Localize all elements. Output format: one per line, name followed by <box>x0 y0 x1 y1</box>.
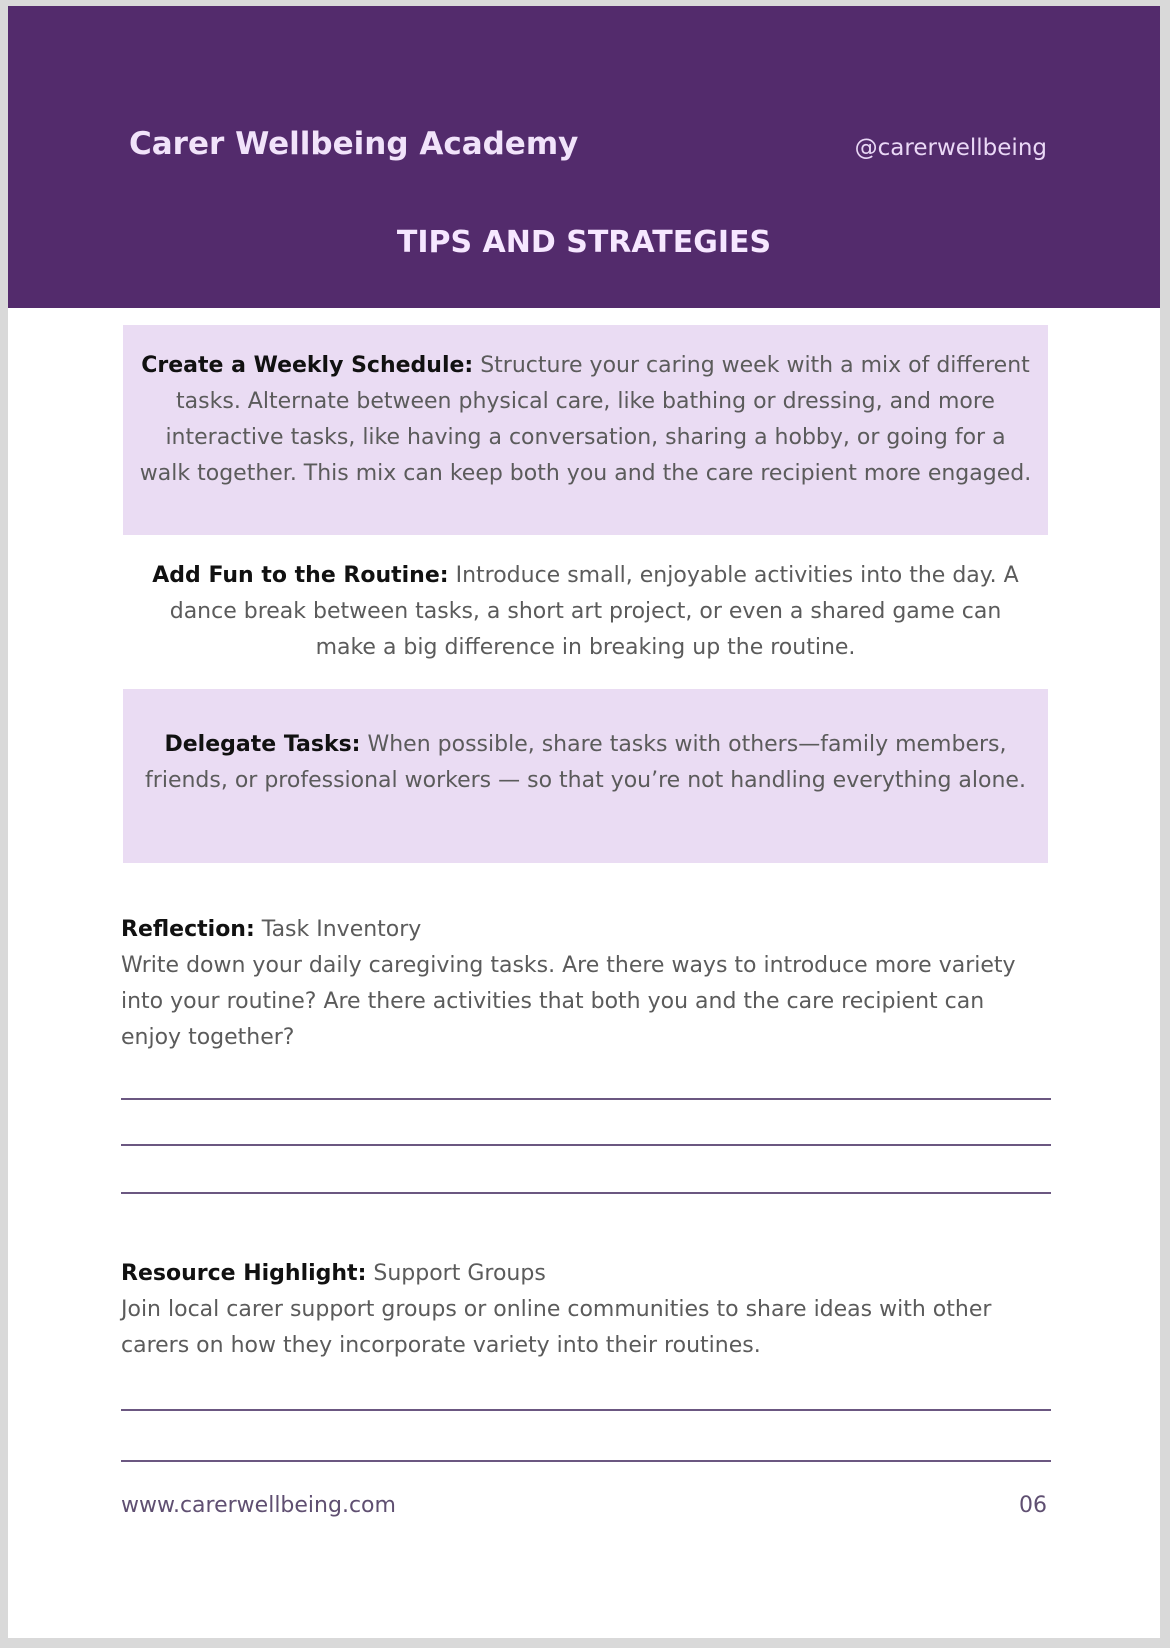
resource-lead: Resource Highlight: <box>121 1261 367 1286</box>
tip-lead: Add Fun to the Routine: <box>152 563 449 588</box>
reflection-section <box>121 912 1051 1056</box>
social-handle: @carerwellbeing <box>854 135 1047 161</box>
resource-topic: Support Groups <box>373 1261 546 1286</box>
tip-lead: Delegate Tasks: <box>164 732 361 757</box>
resource-heading <box>121 1256 1051 1292</box>
section-title: TIPS AND STRATEGIES <box>396 225 772 260</box>
tip-lead: Create a Weekly Schedule: <box>141 353 474 378</box>
writing-line[interactable] <box>121 1144 1051 1146</box>
writing-line[interactable] <box>121 1409 1051 1411</box>
reflection-heading <box>121 912 1051 948</box>
writing-line[interactable] <box>121 1098 1051 1100</box>
tip-delegate-tasks <box>123 689 1048 863</box>
tip-weekly-schedule <box>123 325 1048 535</box>
tip-text: Introduce small, enjoyable activities into the day. A dance break between tasks, a short art project, or even a shared game can make a big difference in breaking up the routine. <box>169 563 1019 660</box>
footer-url[interactable]: www.carerwellbeing.com <box>121 1493 396 1518</box>
reflection-text: Write down your daily caregiving tasks. Are there ways to introduce more variety into your routine? Are there activities that both you and the care recipient can enjoy together? <box>121 953 1016 1050</box>
tip-text: Structure your caring week with a mix of different tasks. Alternate between physical care, like bathing or dressing, and more interactive tasks, like having a conversation, sharing a hobby, or going for a walk together. This mix can keep both you and the care recipient more engaged. <box>139 353 1032 486</box>
page-header <box>8 6 1160 308</box>
writing-line[interactable] <box>121 1192 1051 1194</box>
reflection-lead: Reflection: <box>121 917 255 942</box>
brand-title: Carer Wellbeing Academy <box>129 126 579 162</box>
resource-section <box>121 1256 1051 1364</box>
reflection-topic: Task Inventory <box>261 917 422 942</box>
tip-add-fun <box>123 558 1048 668</box>
resource-text: Join local carer support groups or online communities to share ideas with other carers on how they incorporate variety into their routines. <box>121 1297 992 1358</box>
tip-text: When possible, share tasks with others—family members, friends, or professional workers — so that you’re not handling everything alone. <box>145 732 1026 793</box>
document-page <box>8 6 1160 1638</box>
writing-line[interactable] <box>121 1460 1051 1462</box>
page-number: 06 <box>1019 1493 1047 1518</box>
